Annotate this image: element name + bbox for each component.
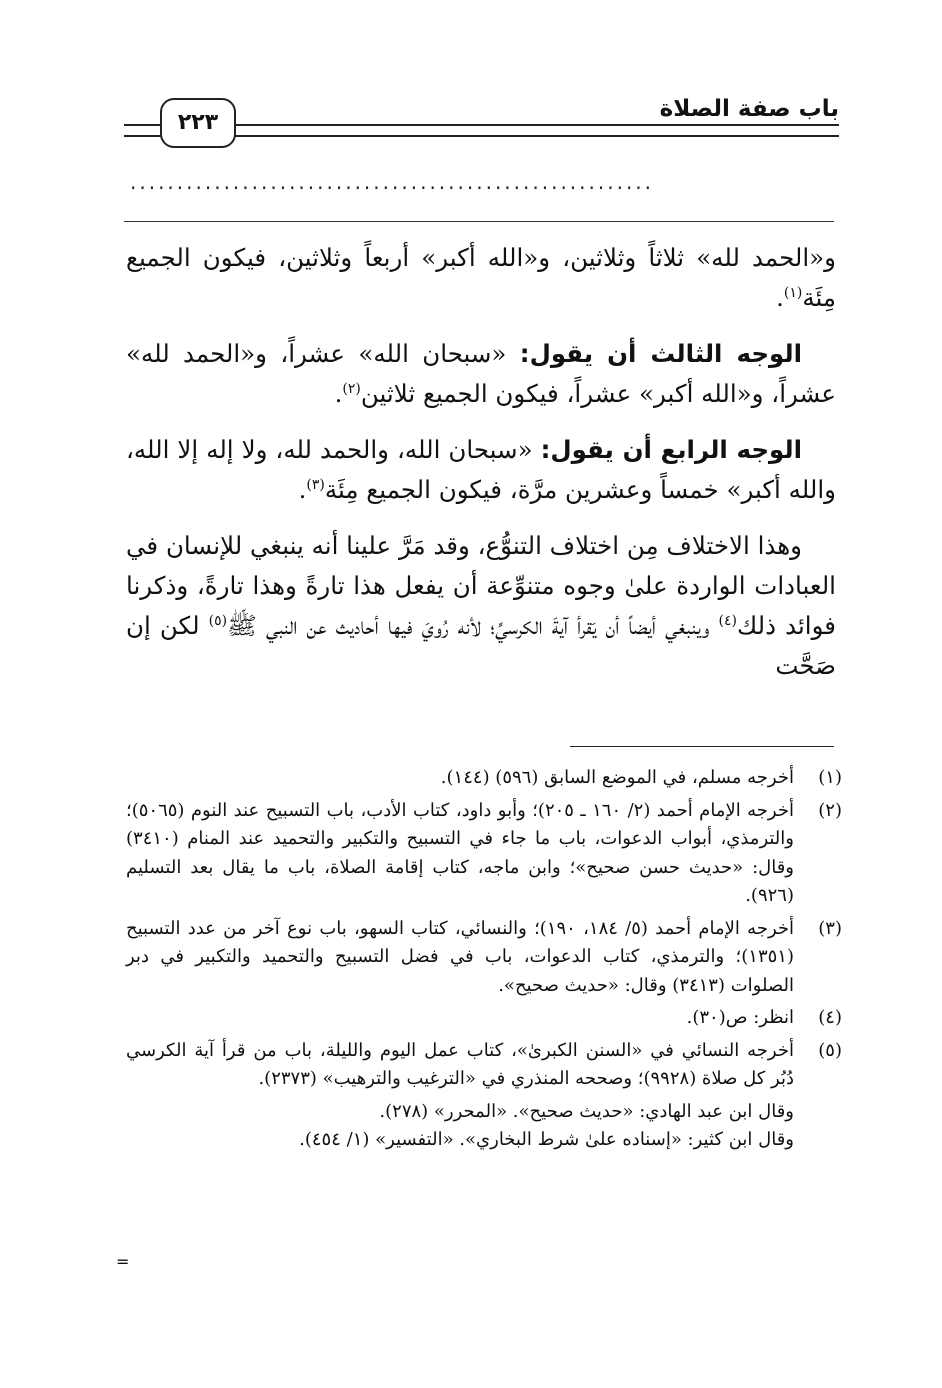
- footnote-item: [126, 764, 842, 793]
- footnote-extra-line: وقال ابن كثير: «إسناده علىٰ شرط البخاري». «التفسير» (١/ ٤٥٤).: [299, 1129, 794, 1150]
- footnote-number: (٣): [818, 917, 842, 939]
- footnote-ref-3: (٣): [306, 476, 325, 493]
- footnote-ref-4: (٤): [718, 612, 737, 629]
- paragraph-4-text-c: لكن إن صَحَّت: [126, 611, 836, 680]
- footnote-item: [126, 1004, 842, 1033]
- footnote-text: أخرجه الإمام أحمد (٥/ ١٨٤، ١٩٠)؛ والنسائي، كتاب السهو، باب نوع آخر من عدد التسبيح (١٣٥١)؛ والترمذي، كتاب الدعوات، باب في فضل التسبيح والتحميد والتكبير في دبر الصلوات (٣٤١٣) وقال: «حديث صحيح».: [126, 917, 795, 996]
- paragraph-4-text-b: وينبغي أيضاً أن يَقرأ آيةَ الكرسيِّ؛ لأنه رُويَ فيها أحاديث عن النبي ﷺ: [227, 611, 719, 640]
- continuation-mark: =: [116, 1252, 130, 1271]
- paragraph-2-text: «سبحان الله» عشراً، و«الحمد لله» عشراً، و«الله أكبر» عشراً، فيكون الجميع ثلاثين: [126, 339, 836, 408]
- footnote-ref-5: (٥): [208, 612, 228, 629]
- paragraph-3-end: .: [298, 475, 307, 504]
- paragraph-3: [126, 430, 836, 510]
- paragraph-2-heading: الوجه الثالث أن يقول:: [519, 339, 802, 368]
- footnote-extra-line: وقال ابن عبد الهادي: «حديث صحيح». «المحرر» (٢٧٨).: [379, 1100, 794, 1122]
- paragraph-3-heading: الوجه الرابع أن يقول:: [540, 435, 802, 464]
- paragraph-1-text: و«الحمد لله» ثلاثاً وثلاثين، و«الله أكبر» أربعاً وثلاثين، فيكون الجميع مِئَة: [126, 243, 836, 312]
- ellipsis-dots: ........................................................: [130, 170, 655, 194]
- paragraph-4: [126, 526, 836, 686]
- footnotes: [126, 764, 842, 1155]
- paragraph-3-text: «سبحان الله، والحمد لله، ولا إله إلا الله، والله أكبر» خمساً وعشرين مرَّة، فيكون الجميع مِئَة: [126, 435, 836, 504]
- footnote-number: (٤): [818, 1007, 842, 1028]
- paragraph-4-text-a: وهذا الاختلاف مِن اختلاف التنوُّع، وقد مَرَّ علينا أنه ينبغي للإنسان في العبادات الواردة علىٰ وجوه متنوِّعة أن يفعل هذا تارةً وهذا تارةً، وذكرنا فوائد ذلك: [126, 531, 836, 640]
- footnote-text: أخرجه النسائي في «السنن الكبرىٰ»، كتاب عمل اليوم والليلة، باب من قرأ آية الكرسي دُبُر كل صلاة (٩٩٢٨)؛ وصححه المنذري في «الترغيب والترهيب» (٢٣٧٣).: [126, 1039, 794, 1089]
- footnote-number: (١): [818, 767, 842, 788]
- page-number: ٢٢٣: [160, 98, 236, 148]
- footnote-text: أخرجه مسلم، في الموضع السابق (٥٩٦) (١٤٤).: [440, 767, 794, 788]
- footnote-ref-2: (٢): [342, 380, 361, 397]
- paragraph-1: [126, 238, 836, 318]
- footnote-text: أخرجه الإمام أحمد (٢/ ١٦٠ ـ ٢٠٥)؛ وأبو داود، كتاب الأدب، باب التسبيح عند النوم (٥٠٦٥)؛ والترمذي، أبواب الدعوات، باب ما جاء في التسبيح والتكبير والتحميد عند المنام (٣٤١٠) وقال: «حديث حسن صحيح»؛ وابن ماجه، كتاب إقامة الصلاة، باب ما يقال بعد التسليم (٩٢٦).: [126, 799, 794, 906]
- footnote-item: [126, 797, 842, 911]
- separator-rule: [124, 221, 834, 222]
- chapter-title: باب صفة الصلاة: [659, 96, 839, 122]
- footnote-item: [126, 1037, 842, 1094]
- footnote-number: (٥): [818, 1039, 842, 1061]
- footnote-text: انظر: ص(٣٠).: [686, 1007, 794, 1028]
- paragraph-2-end: .: [334, 379, 343, 408]
- main-text: [126, 238, 836, 702]
- footnote-rule: [570, 746, 834, 747]
- footnote-item: [126, 915, 842, 1001]
- footnote-number: (٢): [818, 799, 842, 821]
- paragraph-2: [126, 334, 836, 414]
- footnote-ref-1: (١): [783, 284, 803, 301]
- paragraph-1-end: .: [776, 283, 784, 312]
